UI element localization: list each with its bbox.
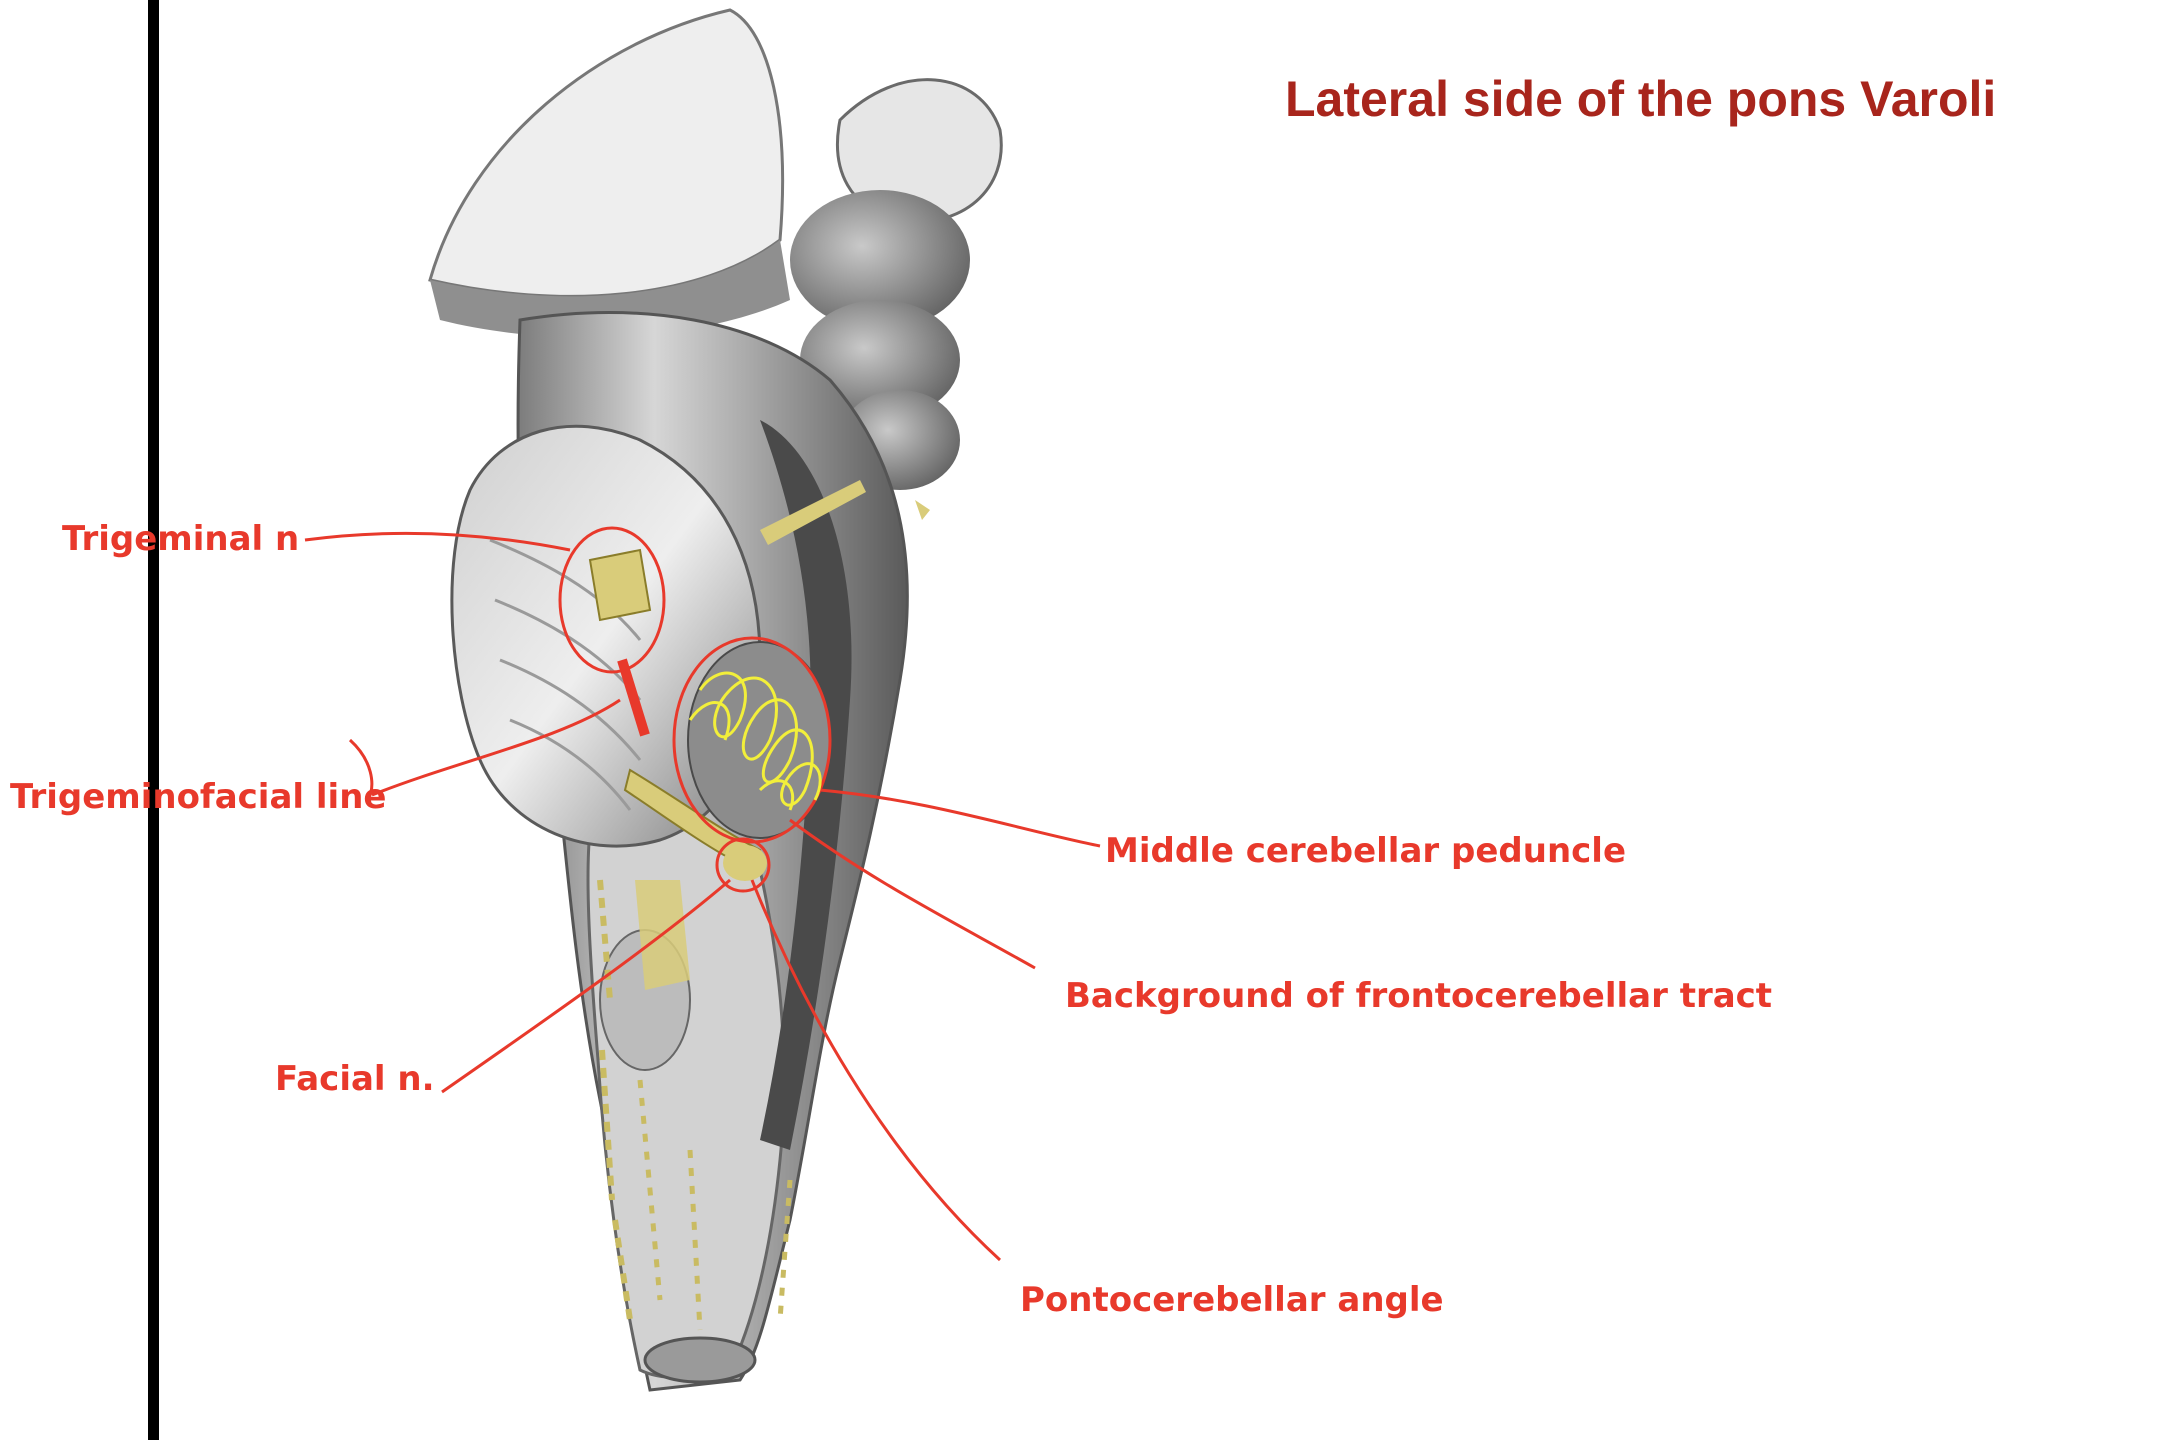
pontocerebellar-angle-label: Pontocerebellar angle <box>1020 1280 1444 1320</box>
frontocerebellar-tract-label: Background of frontocerebellar tract <box>1065 976 1773 1016</box>
trigeminal-nerve-label: Trigeminal n <box>62 519 300 559</box>
middle-cerebellar-peduncle-label: Middle cerebellar peduncle <box>1105 831 1627 871</box>
page-title: Lateral side of the pons Varoli <box>1285 71 1997 127</box>
trigeminofacial-line-label: Trigeminofacial line <box>10 777 387 817</box>
facial-nerve-label: Facial n. <box>275 1059 435 1099</box>
divider-line <box>148 0 159 1440</box>
brainstem-top-section <box>430 10 790 337</box>
